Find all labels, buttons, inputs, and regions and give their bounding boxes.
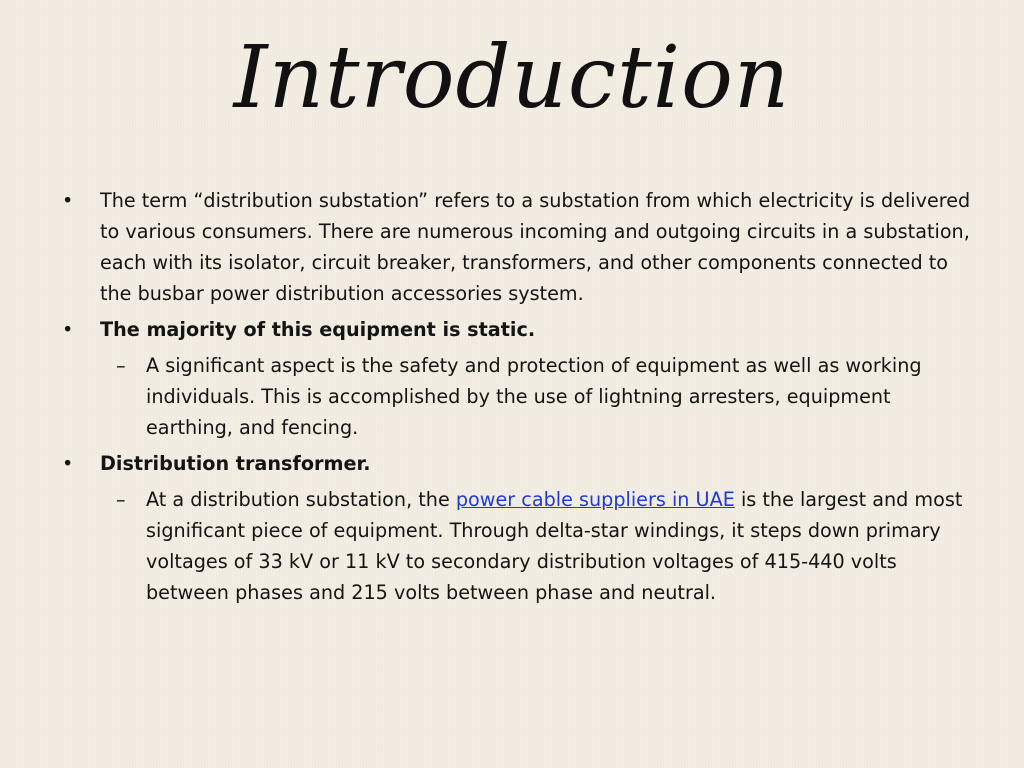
sub-marker: – (116, 354, 126, 377)
bullet-marker: • (62, 452, 74, 475)
sub-item-1 (116, 350, 980, 443)
sub-item-2 (116, 484, 980, 608)
sub-text-before: At a distribution substation, the (146, 488, 456, 511)
sub-text: A significant aspect is the safety and protection of equipment as well as working individuals. This is accomplished by the use of lightning arresters, equipment earthing, and fencing. (146, 354, 922, 439)
slide-content (62, 185, 980, 613)
slide-title: Introduction (233, 28, 791, 128)
bullet-text: The majority of this equipment is static. (100, 318, 536, 341)
bullet-text: The term “distribution substation” refers to a substation from which electricity is delivered to various consumers. There are numerous incoming and outgoing circuits in a substation, each with its isolator, circuit breaker, transformers, and other components connected to the busbar power distribution accessories system. (100, 189, 971, 305)
sub-marker: – (116, 488, 126, 511)
bullet-item-3 (62, 448, 980, 479)
bullet-item-1 (62, 185, 980, 309)
sub-text-after: is the largest and most significant piece of equipment. Through delta-star windings, it steps down primary voltages of 33 kV or 11 kV to secondary distribution voltages of 415-440 volts between phases and 215 volts between phase and neutral. (146, 488, 963, 604)
bullet-marker: • (62, 189, 74, 212)
bullet-text: Distribution transformer. (100, 452, 371, 475)
bullet-item-2 (62, 314, 980, 345)
power-cable-suppliers-link[interactable]: power cable suppliers in UAE (455, 488, 735, 511)
bullet-marker: • (62, 318, 74, 341)
